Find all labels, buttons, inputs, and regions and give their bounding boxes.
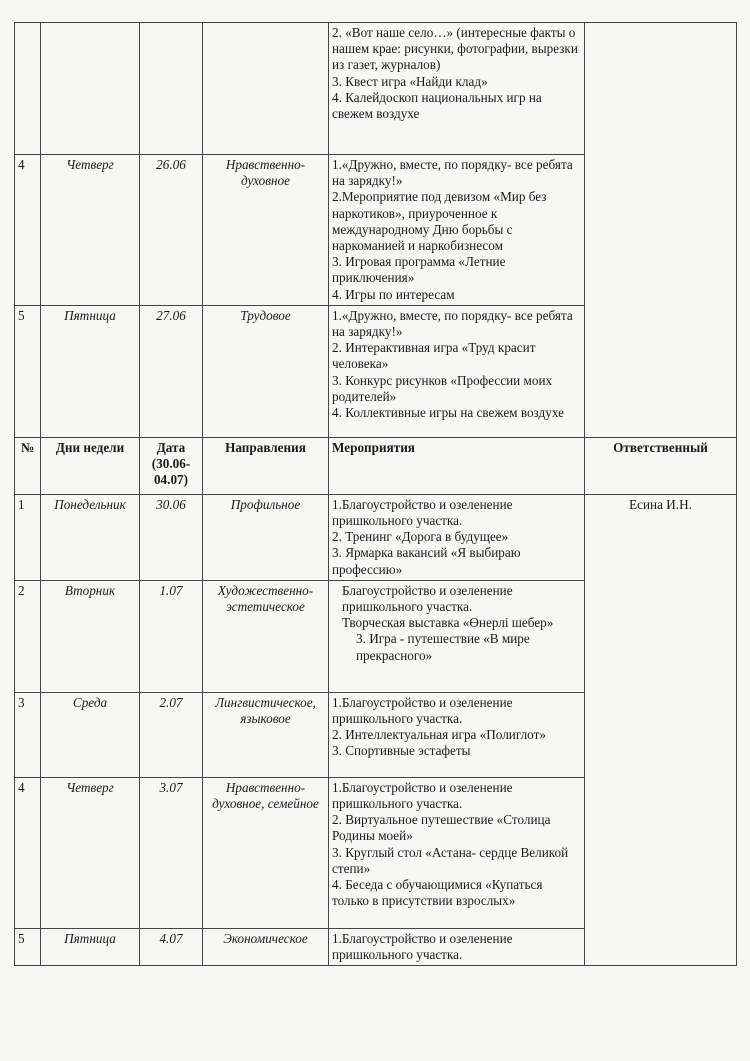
event-item: 2. Интерактивная игра «Труд красит человека» [332, 340, 536, 372]
date-cell: 1.07 [140, 580, 203, 692]
num-cell: 4 [15, 777, 41, 928]
event-item: 4. Калейдоскоп национальных игр на свежем воздухе [332, 89, 542, 122]
direction-cell: Трудовое [203, 305, 329, 437]
date-cell: 27.06 [140, 305, 203, 437]
event-item: 2. Тренинг «Дорога в будущее» [332, 529, 509, 545]
responsible-cell: Есина И.Н. [585, 494, 737, 965]
num-cell: 5 [15, 305, 41, 437]
event-item: 1.«Дружно, вместе, по порядку- все ребята на зарядку!» [332, 157, 573, 189]
header-direction: Направления [203, 437, 329, 494]
event-item: 3. Квест игра «Найди клад» [332, 73, 488, 89]
events-cell [329, 305, 585, 437]
header-events: Мероприятия [329, 437, 585, 494]
events-cell [329, 692, 585, 777]
event-item: 1.Благоустройство и озеленение пришкольного участка. [332, 694, 513, 727]
num-cell: 2 [15, 580, 41, 692]
day-cell: Пятница [41, 928, 140, 965]
header-day: Дни недели [41, 437, 140, 494]
event-item: 2.Мероприятие под девизом «Мир без наркотиков», приуроченное к международному Дню борьбы с наркоманией и наркобизнесом [332, 189, 547, 254]
direction-cell [203, 23, 329, 155]
event-item: 3. Конкурс рисунков «Профессии моих родителей» [332, 372, 553, 404]
date-cell [140, 23, 203, 155]
date-cell: 30.06 [140, 494, 203, 580]
day-cell: Пятница [41, 305, 140, 437]
event-item: 3. Ярмарка вакансий «Я выбираю профессию» [332, 545, 521, 577]
num-cell: 5 [15, 928, 41, 965]
event-item: 1.Благоустройство и озеленение пришкольного участка. [332, 930, 513, 963]
table-header-row [15, 437, 737, 494]
event-item: 2. Виртуальное путешествие «Столица Родины моей» [332, 812, 551, 844]
day-cell: Четверг [41, 777, 140, 928]
event-item: 4. Беседа с обучающимися «Купаться только в присутствии взрослых» [332, 877, 543, 909]
day-cell: Четверг [41, 155, 140, 306]
direction-cell: Нравственно-духовное [203, 155, 329, 306]
event-item: 1.Благоустройство и озеленение пришкольного участка. [332, 496, 513, 529]
date-cell: 26.06 [140, 155, 203, 306]
day-cell [41, 23, 140, 155]
date-cell: 2.07 [140, 692, 203, 777]
event-item: Творческая выставка «Өнерлі шебер» [342, 615, 554, 631]
num-cell: 3 [15, 692, 41, 777]
direction-cell: Экономическое [203, 928, 329, 965]
event-item: 3. Круглый стол «Астана- сердце Великой степи» [332, 844, 569, 876]
event-item: 4. Игры по интересам [332, 286, 455, 302]
header-responsible: Ответственный [585, 437, 737, 494]
event-item: 3. Спортивные эстафеты [332, 743, 471, 759]
events-cell [329, 155, 585, 306]
event-item: Благоустройство и озеленение пришкольного участка. [342, 582, 513, 615]
event-item: 3. Игра - путешествие «В мире прекрасного» [356, 631, 530, 663]
day-cell: Среда [41, 692, 140, 777]
date-cell: 3.07 [140, 777, 203, 928]
direction-cell: Художественно-эстетическое [203, 580, 329, 692]
direction-cell: Лингвистическое, языковое [203, 692, 329, 777]
header-num: № [15, 437, 41, 494]
event-item: 1.«Дружно, вместе, по порядку- все ребята на зарядку!» [332, 307, 573, 340]
events-cell [329, 777, 585, 928]
event-item: 4. Коллективные игры на свежем воздухе [332, 405, 564, 421]
event-item: 2. «Вот наше село…» (интересные факты о нашем крае: рисунки, фотографии, вырезки из газет, журналов) [332, 25, 578, 73]
schedule-table [14, 22, 737, 966]
day-cell: Вторник [41, 580, 140, 692]
num-cell [15, 23, 41, 155]
table-row [15, 494, 737, 580]
day-cell: Понедельник [41, 494, 140, 580]
date-cell: 4.07 [140, 928, 203, 965]
num-cell: 1 [15, 494, 41, 580]
table-row [15, 23, 737, 155]
events-cell [329, 494, 585, 580]
event-item: 2. Интеллектуальная игра «Полиглот» [332, 727, 546, 743]
event-item: 3. Игровая программа «Летние приключения» [332, 254, 506, 286]
events-cell [329, 928, 585, 965]
responsible-cell [585, 23, 737, 438]
direction-cell: Профильное [203, 494, 329, 580]
events-cell [329, 23, 585, 155]
direction-cell: Нравственно-духовное, семейное [203, 777, 329, 928]
event-item: 1.Благоустройство и озеленение пришкольного участка. [332, 779, 513, 812]
events-cell [329, 580, 585, 692]
header-date: Дата (30.06-04.07) [140, 437, 203, 494]
num-cell: 4 [15, 155, 41, 306]
